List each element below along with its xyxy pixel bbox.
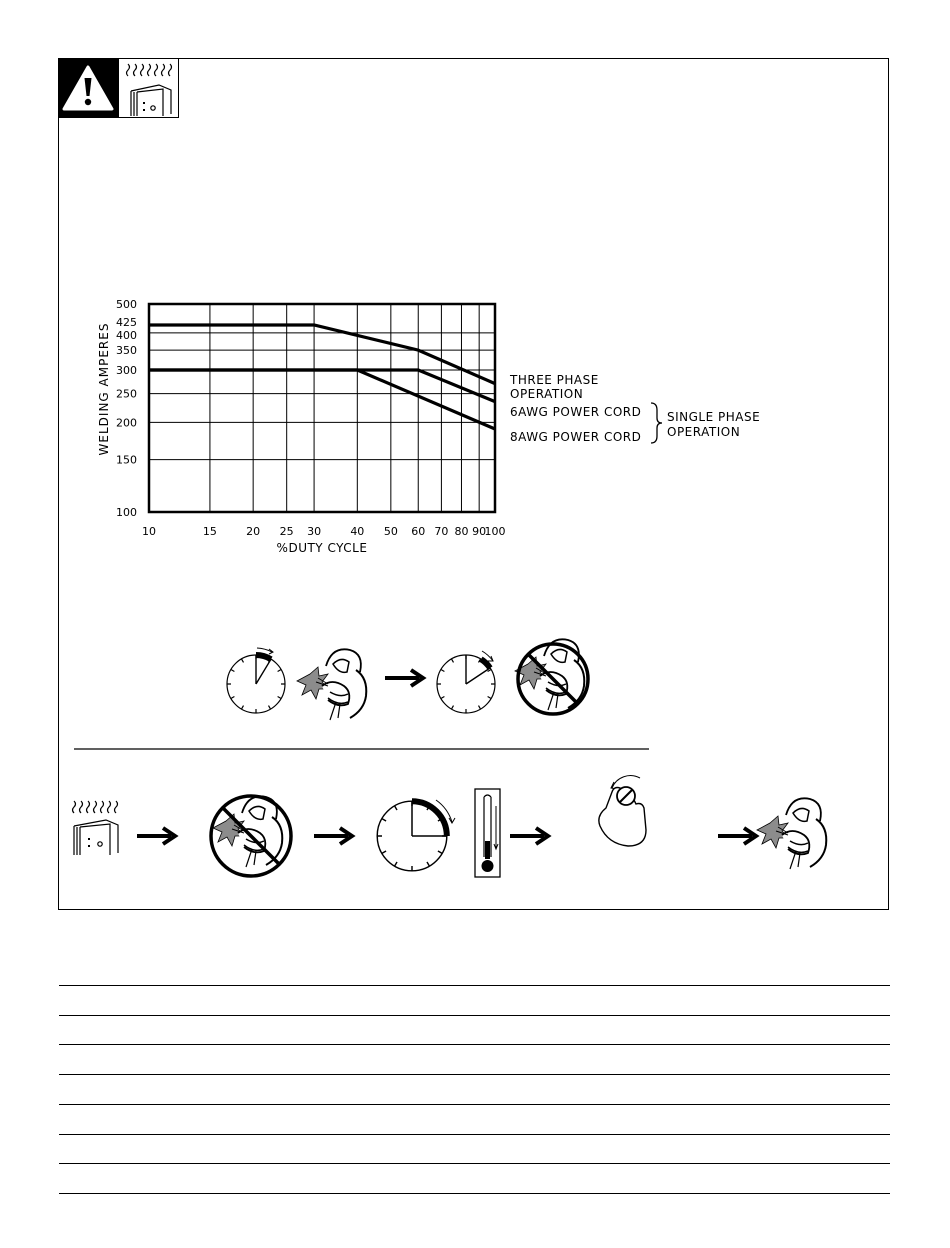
legend-three-phase-line1: THREE PHASE <box>510 373 599 387</box>
right-arrow-icon <box>718 828 756 844</box>
legend-8awg: 8AWG POWER CORD <box>510 430 642 444</box>
sequence-bottom <box>73 776 827 877</box>
series-line-1 <box>149 325 495 384</box>
no-welding-icon <box>211 796 291 876</box>
reduce-dial-icon <box>599 776 646 846</box>
y-tick-label: 300 <box>116 364 137 378</box>
x-tick-label: 60 <box>411 525 426 538</box>
x-tick-label: 10 <box>142 525 156 538</box>
welder-icon <box>757 798 826 869</box>
x-tick-label: 80 <box>454 525 469 538</box>
y-tick-label: 100 <box>116 506 137 519</box>
x-tick-label: 30 <box>307 525 322 538</box>
plot-area <box>116 298 506 538</box>
y-tick-label: 250 <box>116 387 137 401</box>
thermometer-icon <box>475 789 500 877</box>
sequence-top <box>227 639 588 720</box>
writing-line <box>59 1015 890 1016</box>
hot-machine-icon <box>73 801 119 855</box>
x-tick-label: 100 <box>484 525 506 538</box>
series-line-2 <box>149 370 495 402</box>
y-axis-label: WELDING AMPERES <box>97 322 111 456</box>
legend-brace <box>651 403 662 443</box>
no-welding-icon <box>515 639 588 714</box>
x-tick-label: 15 <box>202 525 217 538</box>
y-tick-label: 400 <box>116 328 137 342</box>
x-tick-label: 90 <box>472 525 487 538</box>
stopwatch-icon <box>227 648 285 713</box>
legend-6awg: 6AWG POWER CORD <box>510 405 642 419</box>
writing-line <box>59 985 890 986</box>
welder-icon <box>297 649 366 720</box>
x-tick-label: 25 <box>279 525 294 538</box>
x-axis-label: %DUTY CYCLE <box>276 541 368 555</box>
right-arrow-icon <box>137 828 175 844</box>
right-arrow-icon <box>314 828 352 844</box>
x-tick-label: 40 <box>350 525 365 538</box>
x-tick-label: 50 <box>383 525 398 538</box>
legend-single-phase-line1: SINGLE PHASE <box>667 410 761 424</box>
y-tick-label: 350 <box>116 344 137 358</box>
stopwatch-icon <box>437 651 495 713</box>
right-arrow-icon <box>385 670 423 686</box>
writing-line <box>59 1074 890 1075</box>
writing-line <box>59 1193 890 1194</box>
legend-single-phase-line2: OPERATION <box>667 425 741 439</box>
writing-line <box>59 1044 890 1045</box>
legend-three-phase-line2: OPERATION <box>510 387 584 401</box>
y-tick-label: 500 <box>116 298 137 311</box>
y-tick-label: 425 <box>116 316 137 330</box>
y-tick-label: 150 <box>116 453 137 467</box>
right-arrow-icon <box>510 828 548 844</box>
stopwatch-icon <box>377 800 455 871</box>
x-tick-label: 70 <box>434 525 449 538</box>
writing-line <box>59 1104 890 1105</box>
y-tick-label: 200 <box>116 416 137 430</box>
writing-line <box>59 1163 890 1164</box>
x-tick-label: 20 <box>246 525 261 538</box>
writing-line <box>59 1134 890 1135</box>
